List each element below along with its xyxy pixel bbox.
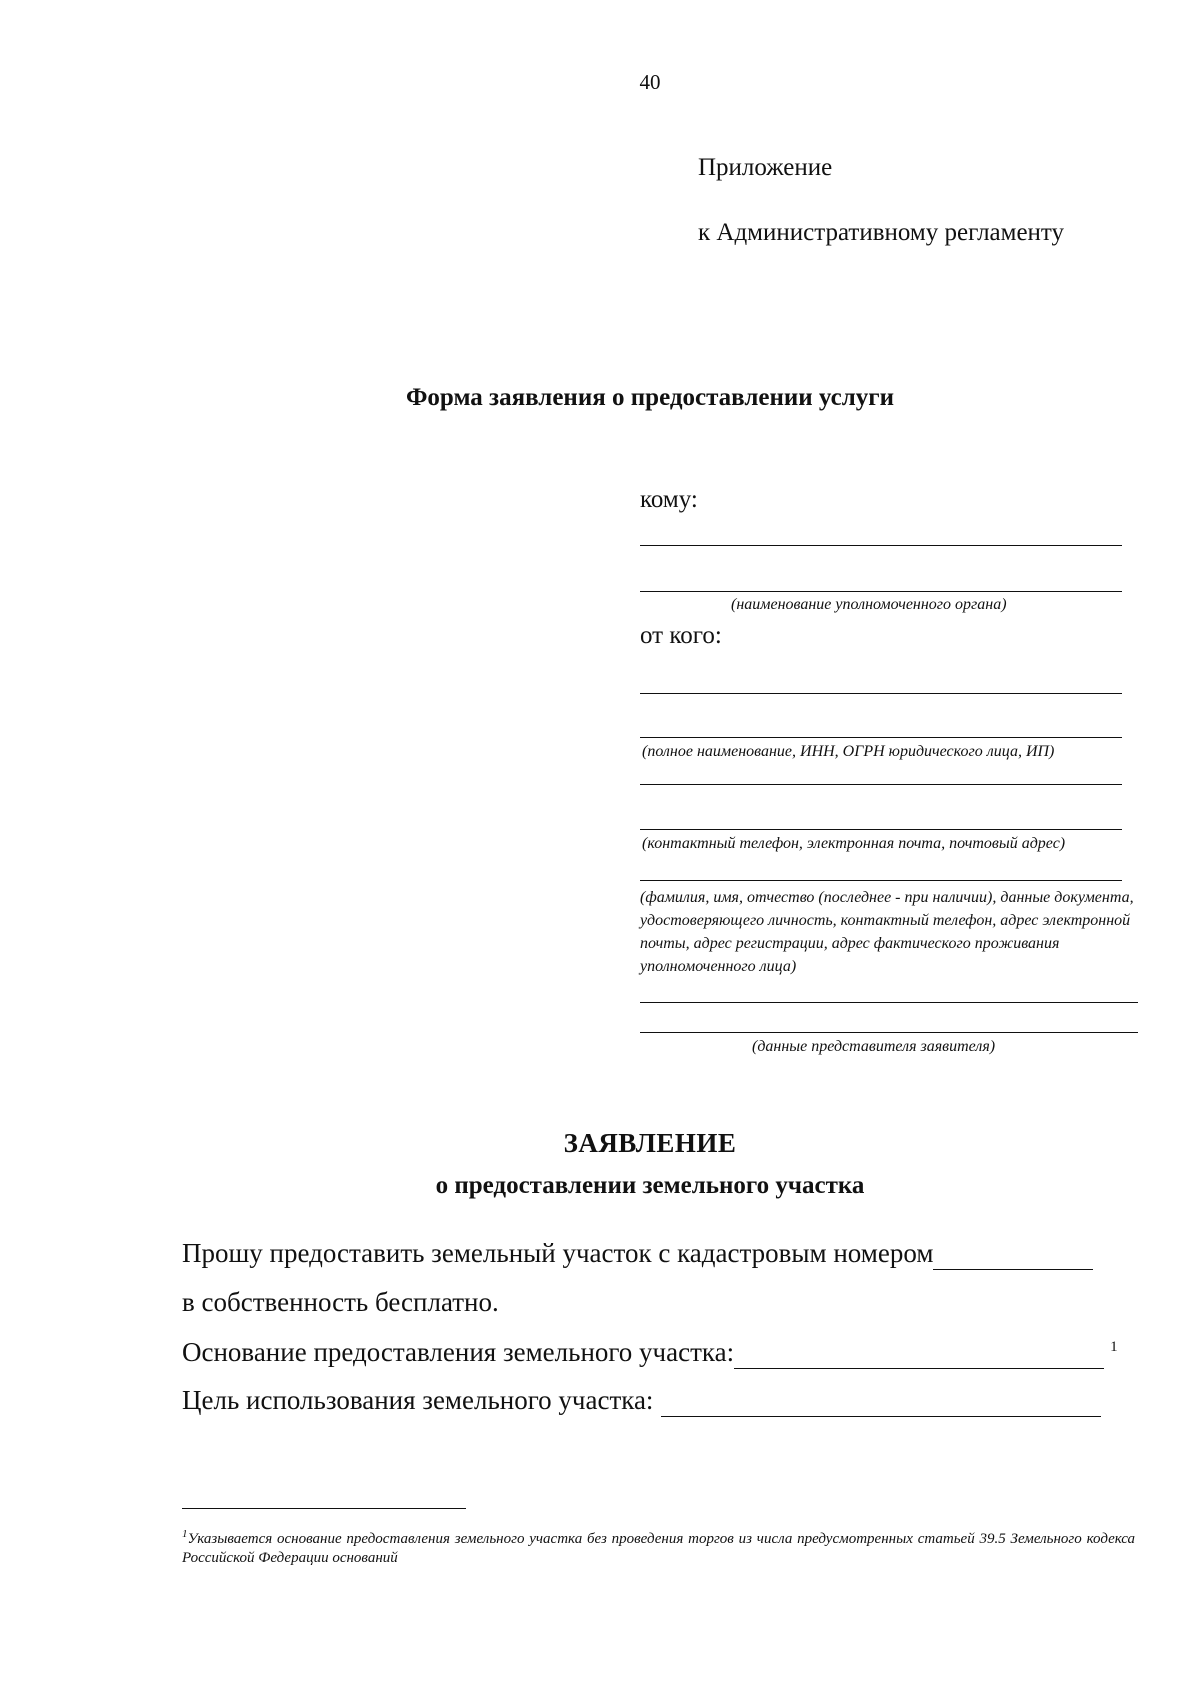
representative-line-2: [640, 1032, 1138, 1033]
appendix-heading: Приложение: [698, 154, 833, 181]
statement-subtitle: о предоставлении земельного участка: [435, 1172, 865, 1199]
footnote-rule: [182, 1508, 466, 1509]
statement-line-ownership: в собственность бесплатно.: [182, 1287, 499, 1317]
contacts-line-2: [640, 829, 1122, 830]
footnote: [182, 1525, 1135, 1568]
recipient-line-1: [640, 545, 1122, 546]
sender-person-caption: (фамилия, имя, отчество (последнее - при наличии), данные документа, удостоверяющего личность, контактный телефон, адрес электронной почты, адрес регистрации, адрес фактического проживания уполномоченного лица): [640, 889, 1134, 975]
sender-line-1: [640, 693, 1122, 694]
sender-label: от кого:: [640, 622, 722, 649]
statement-title: ЗАЯВЛЕНИЕ: [563, 1128, 737, 1158]
form-title: Форма заявления о предоставлении услуги: [405, 384, 895, 411]
statement-line-purpose: [182, 1385, 1101, 1417]
recipient-line-2: [640, 591, 1122, 592]
cadastral-number-blank: [933, 1238, 1093, 1270]
contacts-line-1: [640, 784, 1122, 785]
basis-text: Основание предоставления земельного участка:: [182, 1337, 735, 1367]
basis-footnote-mark: 1: [1110, 1339, 1118, 1355]
statement-line-basis: [182, 1337, 1118, 1369]
person-line: [640, 880, 1122, 881]
representative-line-1: [640, 1002, 1138, 1003]
representative-caption: (данные представителя заявителя): [752, 1038, 996, 1055]
recipient-label: кому:: [640, 486, 698, 513]
basis-blank: [734, 1337, 1104, 1369]
sender-legal-caption: (полное наименование, ИНН, ОГРН юридического лица, ИП): [642, 743, 1055, 760]
cadastral-request-text: Прошу предоставить земельный участок с кадастровым номером: [182, 1238, 934, 1268]
statement-line-cadastral: [182, 1238, 1093, 1270]
page-number: 40: [639, 70, 661, 94]
purpose-text: Цель использования земельного участка:: [182, 1385, 654, 1415]
footnote-text: Указывается основание предоставления земельного участка без проведения торгов из числа предусмотренных статьей 39.5 Земельного кодекса Российской Федерации оснований: [182, 1531, 1135, 1566]
appendix-reference: к Административному регламенту: [698, 219, 1065, 246]
recipient-caption: (наименование уполномоченного органа): [731, 596, 1007, 613]
sender-line-2: [640, 737, 1122, 738]
purpose-blank: [661, 1385, 1101, 1417]
footnote-mark: 1: [182, 1528, 188, 1540]
sender-contacts-caption: (контактный телефон, электронная почта, почтовый адрес): [642, 835, 1066, 852]
